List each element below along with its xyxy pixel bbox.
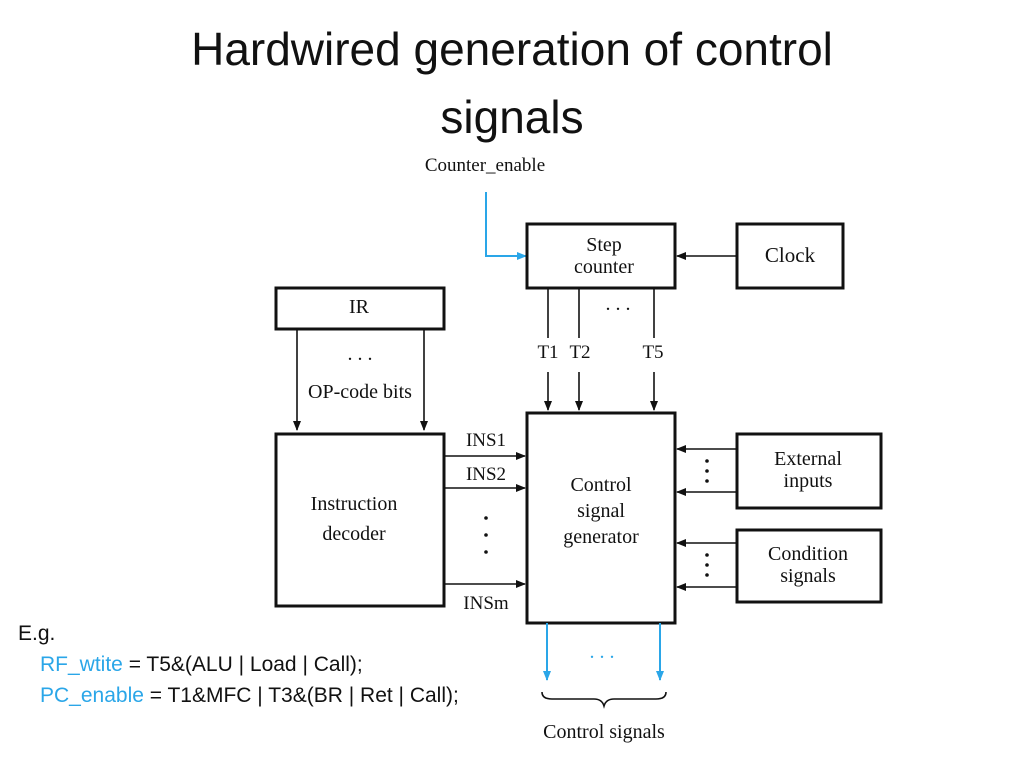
external-inputs-label-1: External — [774, 448, 842, 470]
clock-label: Clock — [764, 243, 816, 267]
control-signals-brace — [542, 692, 666, 706]
example-line-1 — [40, 653, 363, 677]
opcode-dots: . . . — [347, 343, 373, 365]
instruction-decoder-label-1: Instruction — [310, 493, 398, 515]
rf-write-expression: = T5&(ALU | Load | Call); — [122, 653, 363, 676]
example-heading: E.g. — [18, 622, 56, 645]
counter-enable-arrow — [486, 192, 526, 256]
ins2-label: INS2 — [465, 464, 507, 485]
t2-label: T2 — [569, 342, 591, 363]
control-signal-generator-label-2: signal — [577, 500, 625, 522]
opcode-bits-label: OP-code bits — [308, 381, 412, 403]
slide-title-line-1: Hardwired generation of control — [191, 23, 833, 75]
slide-title-line-2: signals — [440, 91, 584, 143]
step-counter-label-2: counter — [574, 256, 634, 278]
condition-signals-dots — [705, 553, 709, 577]
external-inputs-dots — [705, 459, 709, 483]
t5-label: T5 — [642, 342, 664, 363]
control-signals-label: Control signals — [543, 721, 665, 743]
condition-signals-label-1: Condition — [767, 543, 849, 565]
ir-label: IR — [349, 296, 369, 318]
rf-write-signal: RF_wtite — [40, 653, 123, 676]
pc-enable-signal: PC_enable — [40, 684, 144, 707]
t1-label: T1 — [537, 342, 559, 363]
example-line-2 — [40, 684, 459, 708]
ins-vertical-dots — [484, 516, 488, 554]
external-inputs-label-2: inputs — [783, 470, 833, 492]
control-signal-generator-label-3: generator — [563, 526, 639, 548]
condition-signals-label-2: signals — [780, 565, 836, 587]
ins1-label: INS1 — [465, 430, 507, 451]
pc-enable-expression: = T1&MFC | T3&(BR | Ret | Call); — [143, 684, 459, 707]
timing-dots: . . . — [605, 293, 631, 315]
instruction-decoder-box — [276, 434, 444, 606]
counter-enable-label: Counter_enable — [424, 155, 546, 176]
insm-label: INSm — [463, 593, 509, 614]
instruction-decoder-label-2: decoder — [322, 523, 386, 545]
step-counter-label-1: Step — [586, 234, 622, 256]
control-signal-output-dots: . . . — [589, 641, 615, 663]
control-signal-generator-label-1: Control — [570, 474, 632, 496]
